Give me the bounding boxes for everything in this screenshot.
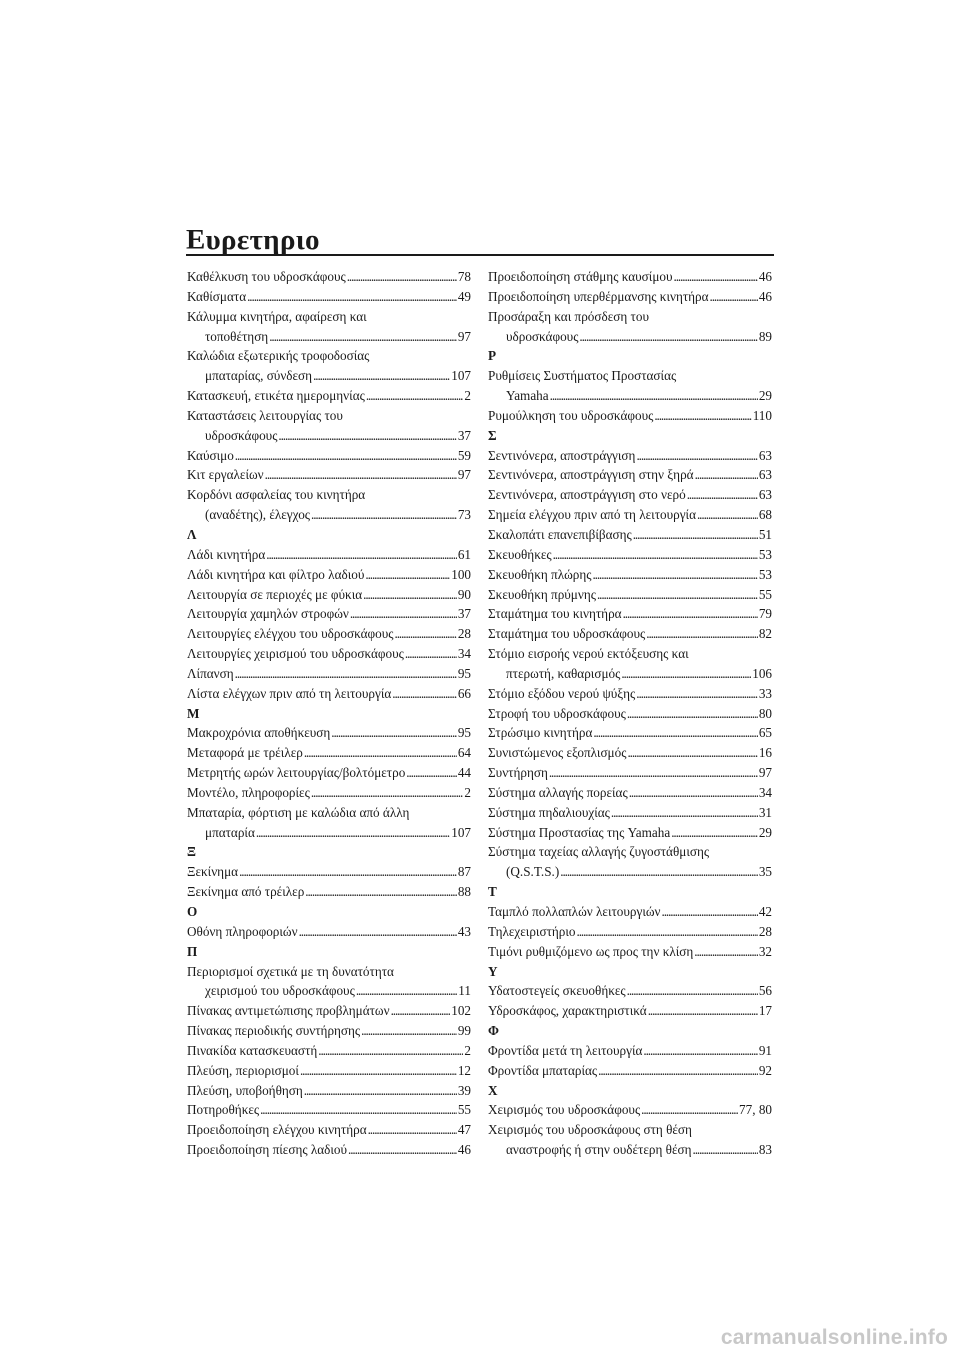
index-entry: [187, 267, 471, 287]
leader-dots: [265, 465, 457, 485]
index-entry: [187, 565, 471, 585]
index-entry-subterm: Yamaha: [506, 388, 549, 404]
index-entry-page: 35: [758, 864, 772, 880]
index-entry-term: Χειρισμός του υδροσκάφους στη θέση: [488, 1122, 692, 1138]
index-entry-page: 63: [758, 487, 772, 503]
index-entry-term: Τιμόνι ρυθμιζόμενο ως προς την κλίση: [488, 943, 694, 959]
index-entry-page: 29: [758, 388, 772, 404]
index-entry-subterm: (Q.S.T.S.): [506, 864, 560, 880]
leader-dots: [406, 763, 457, 783]
index-entry-term: Λίστα ελέγχων πριν από τη λειτουργία: [187, 685, 392, 701]
index-entry-page: 29: [758, 824, 772, 840]
leader-dots: [641, 1100, 738, 1120]
index-entry: [187, 346, 471, 386]
index-entry-page: 77, 80: [739, 1102, 772, 1118]
leader-dots: [646, 624, 758, 644]
index-entry: [187, 307, 471, 347]
index-entry-term: Συνιστώμενος εξοπλισμός: [488, 745, 627, 761]
index-entry-term: Σημεία ελέγχου πριν από τη λειτουργία: [488, 507, 696, 523]
index-entry-page: 46: [758, 288, 772, 304]
index-entry-page: 95: [457, 665, 471, 681]
index-entry: [488, 545, 772, 565]
index-entry-term: Σύστημα Προστασίας της Yamaha: [488, 824, 671, 840]
leader-dots: [593, 723, 757, 743]
leader-dots: [629, 783, 758, 803]
index-entry-page: 61: [457, 546, 471, 562]
index-entry: [187, 1120, 471, 1140]
leader-dots: [598, 1061, 758, 1081]
index-entry: [488, 981, 772, 1001]
index-entry-subterm: μπαταρία: [205, 824, 255, 840]
index-entry-page: 68: [758, 507, 772, 523]
index-entry-term: Σεντινόνερα, αποστράγγιση: [488, 447, 636, 463]
index-entry: [488, 842, 772, 882]
index-entry: [187, 1100, 471, 1120]
leader-dots: [304, 743, 457, 763]
index-entry: [187, 1140, 471, 1160]
index-entry-page: 65: [758, 725, 772, 741]
index-entry-term: Καταστάσεις λειτουργίας του: [187, 407, 343, 423]
index-entry: [187, 585, 471, 605]
leader-dots: [368, 1120, 457, 1140]
index-entry: [488, 704, 772, 724]
index-entry: [488, 565, 772, 585]
index-entry: [488, 783, 772, 803]
leader-dots: [560, 862, 758, 882]
index-entry-term: Καλώδια εξωτερικής τροφοδοσίας: [187, 348, 370, 364]
index-entry: [488, 922, 772, 942]
index-entry-page: 82: [758, 626, 772, 642]
index-entry: [488, 465, 772, 485]
watermark: carmanualsonline.info: [720, 1326, 948, 1349]
index-entry-term: Ταμπλό πολλαπλών λειτουργιών: [488, 904, 661, 919]
index-entry-term: Λειτουργίες ελέγχου του υδροσκάφους: [187, 626, 394, 642]
index-entry-term: Προειδοποίηση ελέγχου κινητήρα: [187, 1122, 367, 1138]
index-entry: [187, 485, 471, 525]
index-entry-page: 102: [451, 1003, 471, 1019]
index-entry: [488, 763, 772, 783]
index-entry: [488, 723, 772, 743]
index-entry: [488, 902, 772, 922]
index-column-left: [187, 267, 471, 1160]
index-entry: [488, 505, 772, 525]
index-entry: [488, 644, 772, 684]
index-entry: [187, 446, 471, 466]
index-entry: [187, 465, 471, 485]
index-entry-term: Σύστημα πηδαλιουχίας: [488, 804, 610, 820]
index-entry-term: Καθίσματα: [187, 288, 247, 304]
index-section-letter: Ρ: [488, 348, 497, 364]
index-entry: [488, 1001, 772, 1021]
index-entry-term: Προειδοποίηση πίεσης λαδιού: [187, 1142, 348, 1158]
leader-dots: [648, 1001, 758, 1021]
index-entry-subterm: μπαταρίας, σύνδεση: [205, 368, 313, 384]
index-entry-subterm: (αναδέτης), έλεγχος: [205, 507, 311, 523]
index-entry-term: Λάδι κινητήρα: [187, 546, 266, 562]
index-entry-page: 95: [457, 725, 471, 741]
leader-dots: [550, 386, 758, 406]
index-column-right: [488, 267, 772, 1160]
index-entry-page: 87: [457, 864, 471, 880]
index-entry: [187, 684, 471, 704]
leader-dots: [627, 981, 758, 1001]
index-entry-term: Στόμιο εισροής νερού εκτόξευσης και: [488, 646, 689, 662]
index-entry-page: 2: [464, 1042, 471, 1058]
index-entry: [187, 604, 471, 624]
index-entry: [488, 485, 772, 505]
index-entry-term: Καύσιμο: [187, 447, 234, 463]
leader-dots: [694, 942, 758, 962]
index-entry-term: Λειτουργία σε περιοχές με φύκια: [187, 586, 363, 602]
index-entry: [187, 1081, 471, 1101]
index-entry-page: 63: [758, 467, 772, 483]
index-entry-term: Κιτ εργαλείων: [187, 467, 264, 483]
index-entry-page: 110: [752, 407, 772, 423]
leader-dots: [366, 386, 464, 406]
index-entry-term: Προσάραξη και πρόσδεση του: [488, 308, 649, 324]
index-entry-term: Ρυμούλκηση του υδροσκάφους: [488, 407, 654, 423]
index-entry-term: Σεντινόνερα, αποστράγγιση στην ξηρά: [488, 467, 694, 483]
index-entry-term: Κατασκευή, ετικέτα ημερομηνίας: [187, 388, 365, 404]
index-entry-term: Λίπανση: [187, 665, 234, 681]
index-entry: [187, 1001, 471, 1021]
index-section-letter: Ο: [187, 904, 198, 919]
index-entry-subterm: τοποθέτηση: [205, 328, 269, 344]
index-entry-page: 97: [758, 765, 772, 781]
index-entry: [488, 525, 772, 545]
index-entry-page: 11: [458, 983, 471, 999]
leader-dots: [356, 981, 457, 1001]
index-entry-page: 66: [457, 685, 471, 701]
index-entry-page: 34: [758, 784, 772, 800]
index-entry: [488, 743, 772, 763]
leader-dots: [365, 565, 450, 585]
index-entry-term: Στόμιο εξόδου νερού ψύξης: [488, 685, 636, 701]
index-entry: [187, 803, 471, 843]
index-section-letter: Τ: [488, 884, 497, 900]
index-entry: [187, 922, 471, 942]
index-entry-term: Υδατοστεγείς σκευοθήκες: [488, 983, 626, 999]
index-entry: [488, 366, 772, 406]
index-entry-page: 63: [758, 447, 772, 463]
index-entry-page: 37: [457, 427, 471, 443]
leader-dots: [235, 446, 457, 466]
leader-dots: [553, 545, 758, 565]
leader-dots: [395, 624, 457, 644]
leader-dots: [621, 664, 751, 684]
index-entry: [488, 1120, 772, 1160]
title-rule: [186, 254, 774, 256]
index-entry-page: 2: [464, 388, 471, 404]
index-section-letter: Χ: [488, 1082, 498, 1098]
index-entry-page: 53: [758, 546, 772, 562]
index-entry: [488, 585, 772, 605]
index-entry-page: 78: [457, 269, 471, 284]
index-entry-page: 55: [758, 586, 772, 602]
index-entry-term: Προειδοποίηση στάθμης καυσίμου: [488, 269, 673, 284]
index-entry-page: 73: [457, 507, 471, 523]
leader-dots: [611, 803, 758, 823]
leader-dots: [361, 1021, 457, 1041]
index-entry-subterm: υδροσκάφους: [506, 328, 579, 344]
index-entry-page: 55: [457, 1102, 471, 1118]
index-entry-term: Τηλεχειριστήριο: [488, 923, 576, 939]
index-entry-term: Στρώσιμο κινητήρα: [488, 725, 593, 741]
leader-dots: [687, 485, 758, 505]
index-entry-term: Μπαταρία, φόρτιση με καλώδια από άλλη: [187, 804, 410, 820]
leader-dots: [247, 287, 457, 307]
index-entry-term: Ρυθμίσεις Συστήματος Προστασίας: [488, 368, 677, 384]
index-entry: [488, 406, 772, 426]
index-entry: [187, 664, 471, 684]
index-entry: [488, 1061, 772, 1081]
index-entry: [187, 783, 471, 803]
leader-dots: [363, 585, 457, 605]
leader-dots: [239, 862, 457, 882]
leader-dots: [577, 922, 758, 942]
index-entry-page: 28: [758, 923, 772, 939]
leader-dots: [266, 545, 457, 565]
index-entry-term: Μακροχρόνια αποθήκευση: [187, 725, 331, 741]
leader-dots: [633, 525, 758, 545]
index-entry-page: 92: [758, 1062, 772, 1078]
index-entry: [488, 267, 772, 287]
leader-dots: [627, 704, 758, 724]
index-entry-page: 2: [464, 784, 471, 800]
leader-dots: [318, 1041, 463, 1061]
index-entry: [488, 1041, 772, 1061]
leader-dots: [347, 267, 457, 287]
index-entry-page: 16: [758, 745, 772, 761]
index-entry-page: 90: [457, 586, 471, 602]
index-entry-page: 91: [758, 1042, 772, 1058]
index-entry-term: Πλεύση, περιορισμοί: [187, 1062, 299, 1078]
index-entry-term: Περιορισμοί σχετικά με τη δυνατότητα: [187, 963, 394, 979]
index-entry-term: Πλεύση, υποβοήθηση: [187, 1082, 303, 1098]
index-entry-term: Μοντέλο, πληροφορίες: [187, 784, 310, 800]
index-entry-term: Πινακίδα κατασκευαστή: [187, 1042, 318, 1058]
index-entry-page: 97: [457, 328, 471, 344]
index-entry: [187, 644, 471, 664]
index-entry: [187, 1041, 471, 1061]
index-entry: [187, 1061, 471, 1081]
index-entry: [187, 882, 471, 902]
index-section-letter: Π: [187, 943, 198, 959]
index-entry-page: 59: [457, 447, 471, 463]
index-entry-page: 56: [758, 983, 772, 999]
leader-dots: [331, 723, 457, 743]
index-entry-page: 89: [758, 328, 772, 344]
index-entry-page: 12: [457, 1062, 471, 1078]
index-entry-term: Σύστημα ταχείας αλλαγής ζυγοστάθμισης: [488, 844, 710, 860]
leader-dots: [299, 922, 457, 942]
index-entry-page: 43: [457, 923, 471, 939]
index-entry-page: 44: [457, 765, 471, 781]
index-entry-page: 17: [758, 1003, 772, 1019]
index-section-letter: Φ: [488, 1023, 499, 1039]
index-entry: [488, 624, 772, 644]
leader-dots: [597, 585, 758, 605]
index-entry: [187, 624, 471, 644]
index-entry-page: 79: [758, 606, 772, 622]
leader-dots: [269, 327, 457, 347]
index-entry-page: 83: [758, 1142, 772, 1158]
index-entry: [488, 823, 772, 843]
page-title: Ευρετηριο: [186, 224, 320, 256]
leader-dots: [311, 783, 464, 803]
index-entry-term: Λάδι κινητήρα και φίλτρο λαδιού: [187, 566, 365, 582]
index-entry: [488, 287, 772, 307]
index-entry: [187, 743, 471, 763]
index-entry-term: Προειδοποίηση υπερθέρμανσης κινητήρα: [488, 288, 709, 304]
leader-dots: [348, 1140, 457, 1160]
index-entry-page: 97: [457, 467, 471, 483]
index-section-letter: Ξ: [187, 844, 196, 860]
index-entry: [187, 545, 471, 565]
leader-dots: [305, 882, 457, 902]
leader-dots: [592, 565, 757, 585]
leader-dots: [350, 604, 457, 624]
index-entry-term: Υδροσκάφος, χαρακτηριστικά: [488, 1003, 647, 1019]
index-entry-page: 107: [451, 368, 471, 384]
leader-dots: [674, 267, 758, 287]
leader-dots: [643, 1041, 757, 1061]
index-entry-page: 99: [457, 1023, 471, 1039]
index-entry-term: Μεταφορά με τρέιλερ: [187, 745, 303, 761]
index-entry-page: 33: [758, 685, 772, 701]
index-entry: [488, 803, 772, 823]
index-entry: [488, 942, 772, 962]
leader-dots: [671, 823, 758, 843]
leader-dots: [697, 505, 758, 525]
index-entry-page: 42: [758, 904, 772, 919]
index-entry-page: 53: [758, 566, 772, 582]
leader-dots: [695, 465, 758, 485]
index-entry-page: 39: [457, 1082, 471, 1098]
leader-dots: [636, 684, 758, 704]
leader-dots: [313, 366, 450, 386]
leader-dots: [235, 664, 457, 684]
index-section-letter: Σ: [488, 427, 497, 443]
index-entry: [187, 723, 471, 743]
index-entry-term: Φροντίδα μετά τη λειτουργία: [488, 1042, 643, 1058]
leader-dots: [710, 287, 758, 307]
index-entry-subterm: αναστροφής ή στην ουδέτερη θέση: [506, 1142, 692, 1158]
index-entry: [187, 962, 471, 1002]
index-entry-subterm: υδροσκάφους: [205, 427, 278, 443]
leader-dots: [662, 902, 758, 922]
index-entry-term: Σταμάτημα του υδροσκάφους: [488, 626, 646, 642]
index-entry-term: Σκευοθήκη πλώρης: [488, 566, 592, 582]
index-entry-term: Ποτηροθήκες: [187, 1102, 260, 1118]
leader-dots: [304, 1081, 457, 1101]
index-entry-term: Συντήρηση: [488, 765, 548, 781]
leader-dots: [300, 1061, 457, 1081]
leader-dots: [260, 1100, 457, 1120]
leader-dots: [693, 1140, 758, 1160]
index-entry-page: 49: [457, 288, 471, 304]
index-entry-page: 47: [457, 1122, 471, 1138]
index-entry: [488, 684, 772, 704]
index-entry-page: 88: [457, 884, 471, 900]
index-entry-term: Σκευοθήκες: [488, 546, 552, 562]
index-entry: [187, 1021, 471, 1041]
index-entry-page: 51: [758, 526, 772, 542]
index-entry-term: Οθόνη πληροφοριών: [187, 923, 298, 939]
index-entry-term: Κορδόνι ασφαλείας του κινητήρα: [187, 487, 366, 503]
index-section-letter: Μ: [187, 705, 200, 721]
leader-dots: [579, 327, 757, 347]
leader-dots: [311, 505, 457, 525]
leader-dots: [623, 604, 758, 624]
index-entry-term: Σεντινόνερα, αποστράγγιση στο νερό: [488, 487, 686, 503]
leader-dots: [278, 426, 456, 446]
index-entry-subterm: χειρισμού του υδροσκάφους: [205, 983, 355, 999]
leader-dots: [256, 823, 450, 843]
leader-dots: [405, 644, 457, 664]
index-entry-page: 106: [752, 665, 772, 681]
index-entry: [187, 406, 471, 446]
leader-dots: [627, 743, 757, 763]
index-entry-term: Κάλυμμα κινητήρα, αφαίρεση και: [187, 308, 367, 324]
index-entry-term: Στροφή του υδροσκάφους: [488, 705, 626, 721]
index-entry-page: 107: [451, 824, 471, 840]
index-entry-page: 32: [758, 943, 772, 959]
index-entry: [187, 287, 471, 307]
index-entry-page: 37: [457, 606, 471, 622]
index-entry-page: 31: [758, 804, 772, 820]
index-entry-page: 28: [457, 626, 471, 642]
index-entry-subterm: πτερωτή, καθαρισμός: [506, 665, 621, 681]
index-entry: [187, 763, 471, 783]
index-entry-page: 46: [758, 269, 772, 284]
index-section-letter: Υ: [488, 963, 498, 979]
leader-dots: [654, 406, 751, 426]
index-entry-term: Σύστημα αλλαγής πορείας: [488, 784, 628, 800]
index-entry: [187, 386, 471, 406]
leader-dots: [392, 684, 457, 704]
leader-dots: [549, 763, 758, 783]
index-entry-term: Μετρητής ωρών λειτουργίας/βολτόμετρο: [187, 765, 406, 781]
index-section-letter: Λ: [187, 526, 197, 542]
index-entry: [488, 307, 772, 347]
index-entry-term: Σκευοθήκη πρύμνης: [488, 586, 596, 602]
leader-dots: [391, 1001, 451, 1021]
leader-dots: [636, 446, 757, 466]
index-entry: [488, 604, 772, 624]
index-entry-page: 64: [457, 745, 471, 761]
index-entry-term: Λειτουργίες χειρισμού του υδροσκάφους: [187, 646, 404, 662]
index-entry-term: Καθέλκυση του υδροσκάφους: [187, 269, 346, 284]
index-entry: [488, 1100, 772, 1120]
index-entry-term: Ξεκίνημα: [187, 864, 239, 880]
index-entry-term: Φροντίδα μπαταρίας: [488, 1062, 598, 1078]
index-entry-term: Σκαλοπάτι επανεπιβίβασης: [488, 526, 632, 542]
index-entry: [187, 862, 471, 882]
index-entry-page: 34: [457, 646, 471, 662]
index-entry-term: Πίνακας αντιμετώπισης προβλημάτων: [187, 1003, 390, 1019]
index-entry-page: 100: [451, 566, 471, 582]
index-entry-term: Σταμάτημα του κινητήρα: [488, 606, 622, 622]
index-entry-page: 46: [457, 1142, 471, 1158]
index-entry-term: Λειτουργία χαμηλών στροφών: [187, 606, 349, 622]
index-entry-term: Χειρισμός του υδροσκάφους: [488, 1102, 641, 1118]
index-entry-term: Πίνακας περιοδικής συντήρησης: [187, 1023, 361, 1039]
index-entry-term: Ξεκίνημα από τρέιλερ: [187, 884, 305, 900]
index-entry: [488, 446, 772, 466]
index-entry-page: 80: [758, 705, 772, 721]
